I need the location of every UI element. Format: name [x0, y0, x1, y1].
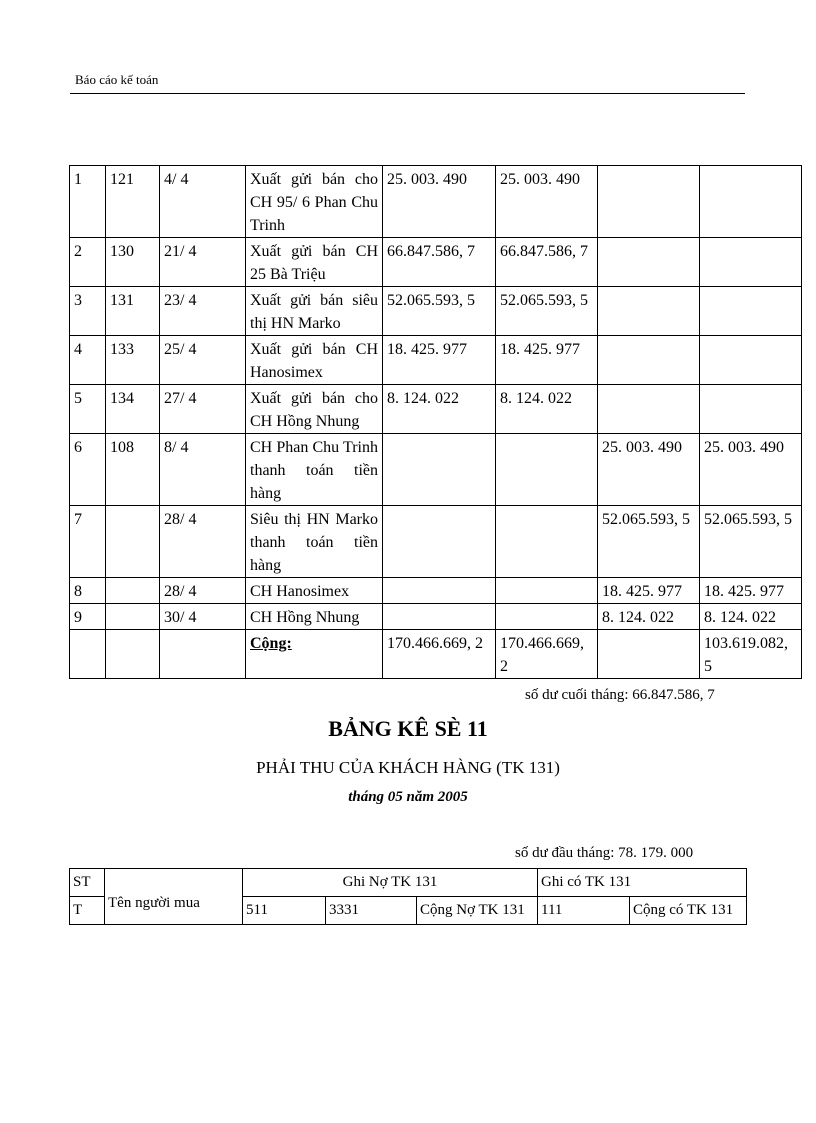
ledger-table: [69, 165, 802, 679]
payment-amount: [598, 238, 700, 287]
payment-amount: [598, 630, 700, 679]
debit-amount: 66.847.586, 7: [383, 238, 496, 287]
debit-amount: 170.466.669, 2: [383, 630, 496, 679]
voucher-date: 30/ 4: [160, 604, 246, 630]
description: Xuất gửi bán CH Hanosimex: [246, 336, 383, 385]
row-number: 8: [70, 578, 106, 604]
debit-group-header: Ghi Nợ TK 131: [243, 869, 538, 897]
stt-header-top: ST: [70, 869, 105, 897]
description: Xuất gửi bán CH 25 Bà Triệu: [246, 238, 383, 287]
statement-title: BẢNG KÊ SÈ 11: [328, 716, 488, 741]
credit-amount: 25. 003. 490: [496, 166, 598, 238]
description: Xuất gửi bán cho CH Hồng Nhung: [246, 385, 383, 434]
voucher-date: 21/ 4: [160, 238, 246, 287]
settled-amount: 8. 124. 022: [700, 604, 802, 630]
voucher-date: 28/ 4: [160, 578, 246, 604]
col-header: Cộng có TK 131: [630, 897, 747, 925]
settled-amount: 103.619.082, 5: [700, 630, 802, 679]
settled-amount: [700, 287, 802, 336]
opening-balance: số dư đầu tháng: 78. 179. 000: [515, 845, 694, 861]
credit-amount: 170.466.669, 2: [496, 630, 598, 679]
voucher-number: [106, 630, 160, 679]
credit-amount: [496, 604, 598, 630]
payment-amount: [598, 385, 700, 434]
voucher-number: 133: [106, 336, 160, 385]
row-number: 3: [70, 287, 106, 336]
settled-amount: 52.065.593, 5: [700, 506, 802, 578]
description: CH Hanosimex: [246, 578, 383, 604]
buyer-header: Tên người mua: [105, 869, 243, 925]
payment-amount: 52.065.593, 5: [598, 506, 700, 578]
voucher-date: 27/ 4: [160, 385, 246, 434]
debit-amount: 52.065.593, 5: [383, 287, 496, 336]
voucher-number: 121: [106, 166, 160, 238]
payment-amount: [598, 166, 700, 238]
debit-amount: [383, 434, 496, 506]
description: Xuất gửi bán siêu thị HN Marko: [246, 287, 383, 336]
table-row: [70, 630, 802, 679]
closing-balance: số dư cuối tháng: 66.847.586, 7: [525, 687, 715, 703]
voucher-date: 4/ 4: [160, 166, 246, 238]
col-header: 111: [538, 897, 630, 925]
summary-table: [69, 868, 747, 925]
debit-amount: 25. 003. 490: [383, 166, 496, 238]
description: CH Phan Chu Trinh thanh toán tiền hàng: [246, 434, 383, 506]
header-divider: [70, 93, 745, 94]
voucher-date: 23/ 4: [160, 287, 246, 336]
row-number: 5: [70, 385, 106, 434]
settled-amount: [700, 385, 802, 434]
row-number: 1: [70, 166, 106, 238]
payment-amount: 25. 003. 490: [598, 434, 700, 506]
table-row: [70, 336, 802, 385]
stt-header-bottom: T: [70, 897, 105, 925]
table-row: [70, 385, 802, 434]
col-header: 511: [243, 897, 326, 925]
credit-amount: 66.847.586, 7: [496, 238, 598, 287]
payment-amount: 8. 124. 022: [598, 604, 700, 630]
description: Cộng:: [246, 630, 383, 679]
description: Xuất gửi bán cho CH 95/ 6 Phan Chu Trinh: [246, 166, 383, 238]
payment-amount: [598, 336, 700, 385]
payment-amount: [598, 287, 700, 336]
table-row: [70, 578, 802, 604]
table-row: [70, 506, 802, 578]
settled-amount: [700, 238, 802, 287]
settled-amount: [700, 336, 802, 385]
description: Siêu thị HN Marko thanh toán tiền hàng: [246, 506, 383, 578]
voucher-date: [160, 630, 246, 679]
row-number: 2: [70, 238, 106, 287]
description: CH Hồng Nhung: [246, 604, 383, 630]
voucher-number: 131: [106, 287, 160, 336]
credit-amount: [496, 434, 598, 506]
voucher-number: 130: [106, 238, 160, 287]
col-header: Cộng Nợ TK 131: [417, 897, 538, 925]
row-number: 6: [70, 434, 106, 506]
table-row: [70, 434, 802, 506]
voucher-number: 134: [106, 385, 160, 434]
row-number: 9: [70, 604, 106, 630]
voucher-number: [106, 506, 160, 578]
debit-amount: [383, 506, 496, 578]
debit-amount: [383, 578, 496, 604]
debit-amount: [383, 604, 496, 630]
col-header: 3331: [326, 897, 417, 925]
row-number: [70, 630, 106, 679]
voucher-number: [106, 578, 160, 604]
row-number: 7: [70, 506, 106, 578]
credit-group-header: Ghi có TK 131: [538, 869, 747, 897]
voucher-number: [106, 604, 160, 630]
voucher-date: 28/ 4: [160, 506, 246, 578]
statement-period: tháng 05 năm 2005: [348, 789, 468, 805]
table-row: [70, 166, 802, 238]
payment-amount: 18. 425. 977: [598, 578, 700, 604]
debit-amount: 8. 124. 022: [383, 385, 496, 434]
statement-subtitle: PHẢI THU CỦA KHÁCH HÀNG (TK 131): [256, 758, 560, 777]
settled-amount: 25. 003. 490: [700, 434, 802, 506]
report-header: Báo cáo kế toán: [75, 72, 159, 87]
voucher-date: 8/ 4: [160, 434, 246, 506]
credit-amount: 8. 124. 022: [496, 385, 598, 434]
settled-amount: 18. 425. 977: [700, 578, 802, 604]
credit-amount: [496, 506, 598, 578]
settled-amount: [700, 166, 802, 238]
credit-amount: [496, 578, 598, 604]
table-row: [70, 604, 802, 630]
voucher-number: 108: [106, 434, 160, 506]
credit-amount: 18. 425. 977: [496, 336, 598, 385]
table-row: [70, 287, 802, 336]
table-row: [70, 238, 802, 287]
row-number: 4: [70, 336, 106, 385]
debit-amount: 18. 425. 977: [383, 336, 496, 385]
credit-amount: 52.065.593, 5: [496, 287, 598, 336]
voucher-date: 25/ 4: [160, 336, 246, 385]
